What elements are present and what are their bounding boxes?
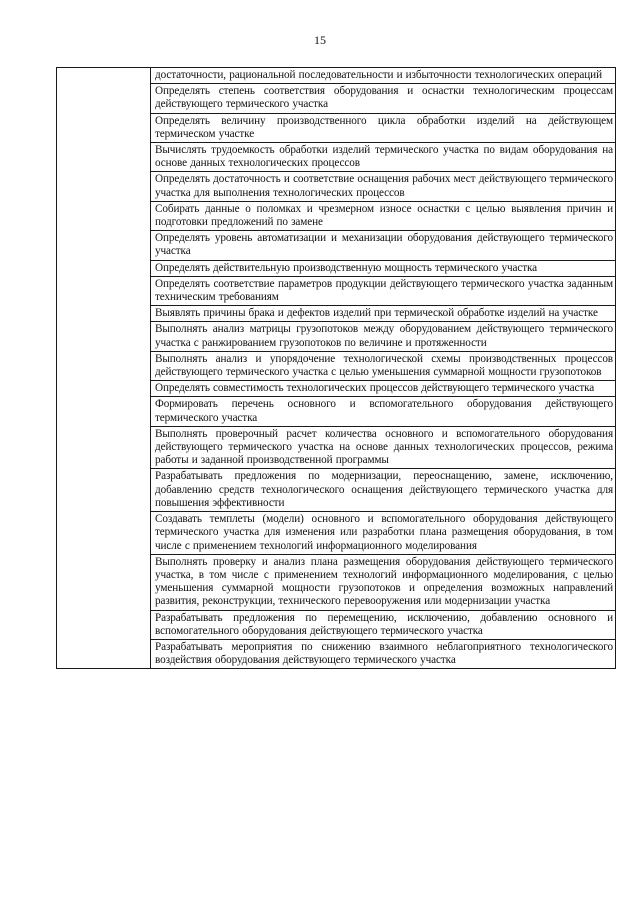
empty-left-column-cell [57,68,151,669]
table-cell-text: Разрабатывать предложения по перемещению, исключению, добавлению основного и вспомогательного оборудования действующего термического участка [151,610,616,639]
table-cell-text: Выявлять причины брака и дефектов изделий при термической обработке изделий на участке [151,306,616,322]
table-cell-text: Создавать темплеты (модели) основного и вспомогательного оборудования действующего термического участка для изменения или разработки плана размещения оборудования, в том числе с применением технологий информационного моделирования [151,512,616,555]
table-cell-text: Вычислять трудоемкость обработки изделий термического участка по видам оборудования на основе данных технологических процессов [151,143,616,172]
page-number: 15 [314,33,326,47]
table-cell-text: Определять уровень автоматизации и механизации оборудования действующего термического участка [151,231,616,260]
table-cell-text: Разрабатывать предложения по модернизации, переоснащению, замене, исключению, добавлению средств технологического оснащения действующего термического участка для повышения эффективности [151,469,616,512]
table-cell-text: Определять степень соответствия оборудования и оснастки технологическим процессам действующего термического участка [151,84,616,113]
table-cell-text: Формировать перечень основного и вспомогательного оборудования действующего термического участка [151,397,616,426]
table-cell-text: достаточности, рациональной последовательности и избыточности технологических операций [151,68,616,84]
table-cell-text: Разрабатывать мероприятия по снижению взаимного неблагоприятного технологического воздействия оборудования действующего термического участка [151,639,616,668]
table-cell-text: Определять величину производственного цикла обработки изделий на действующем термическом участке [151,113,616,142]
skills-table [56,67,616,669]
table-cell-text: Определять совместимость технологических процессов действующего термического участка [151,381,616,397]
table-cell-text: Определять действительную производственную мощность термического участка [151,260,616,276]
table-row [57,68,616,84]
table-cell-text: Определять соответствие параметров продукции действующего термического участка заданным техническим требованиям [151,276,616,305]
table-cell-text: Выполнять анализ и упорядочение технологической схемы производственных процессов действующего термического участка с целью уменьшения суммарной мощности грузопотоков [151,351,616,380]
table-cell-text: Выполнять проверку и анализ плана размещения оборудования действующего термического участка, в том числе с применением технологий информационного моделирования, с целью уменьшения суммарной мощности грузопотоков и определения возможных направлений развития, реконструкции, технического перевооружения или модернизации участка [151,554,616,610]
table-cell-text: Выполнять проверочный расчет количества основного и вспомогательного оборудования действующего термического участка на основе данных технологических процессов, режима работы и заданной производственной программы [151,426,616,469]
table-cell-text: Определять достаточность и соответствие оснащения рабочих мест действующего термического участка для выполнения технологических процессов [151,172,616,201]
table-cell-text: Выполнять анализ матрицы грузопотоков между оборудованием действующего термического участка с ранжированием грузопотоков по величине и протяженности [151,322,616,351]
table-cell-text: Собирать данные о поломках и чрезмерном износе оснастки с целью выявления причин и подготовки предложений по замене [151,201,616,230]
